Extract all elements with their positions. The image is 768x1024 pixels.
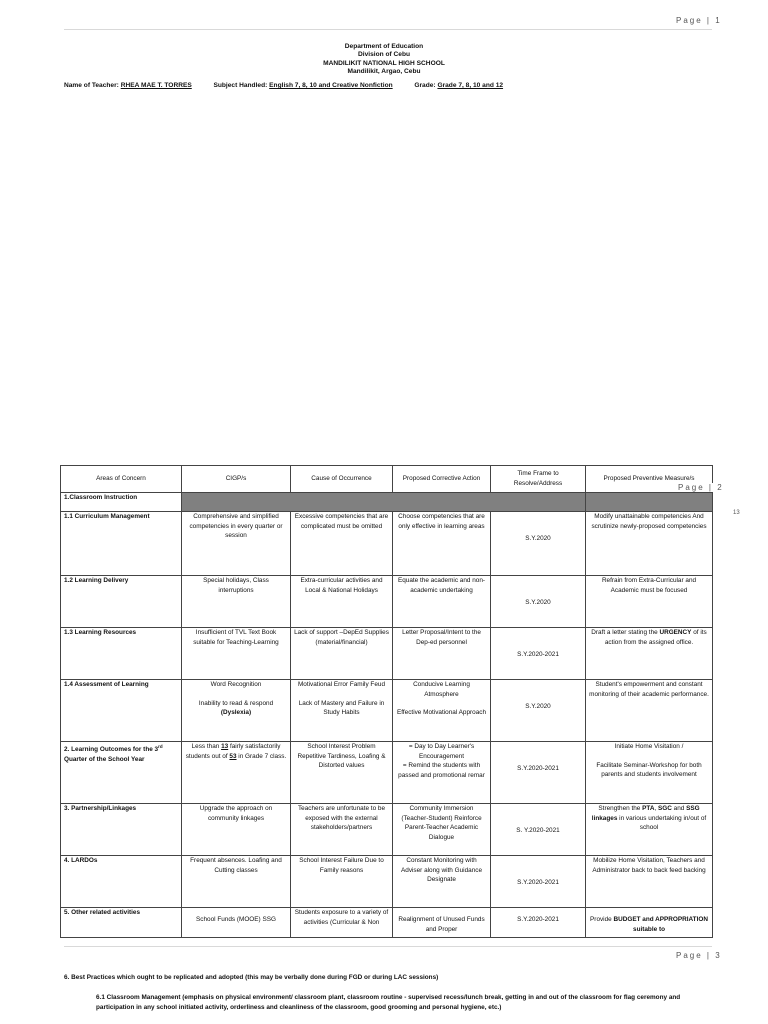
- table-row: [61, 856, 713, 908]
- cigp-cell: Upgrade the approach on community linkages: [182, 804, 291, 856]
- cigp-cell: Frequent absences. Loafing and Cutting classes: [182, 856, 291, 908]
- cause-cell: Teachers are unfortunate to be exposed with the external stakeholders/partners: [291, 804, 393, 856]
- area-cell: 2. Learning Outcomes for the 3rd Quarter of the School Year: [61, 742, 182, 804]
- table-row: [61, 493, 713, 512]
- page-3-rule: [64, 946, 712, 947]
- measure-cell: Draft a letter stating the URGENCY of its action from the assigned office.: [586, 628, 713, 680]
- col-header-action: Proposed Corrective Action: [393, 466, 491, 493]
- measure-cell: Mobilize Home Visitation, Teachers and Administrator back to back feed backing: [586, 856, 713, 908]
- time-cell: S.Y.2020: [491, 680, 586, 742]
- teacher-name-label: Name of Teacher:: [64, 82, 119, 89]
- teacher-info: [64, 82, 503, 89]
- page-number-1: Page | 1: [676, 16, 722, 25]
- header-address: Mandilikit, Argao, Cebu: [347, 68, 421, 76]
- time-cell: S.Y.2020-2021: [491, 742, 586, 804]
- classroom-management-item: 6.1 Classroom Management (emphasis on physical environment/ classroom plant, classroom routine - supervised recess/lunch break, getting in and out of the classroom for flag ceremony and participation in any school initiated activity, orderliness and cleanliness of the classroom, good grooming and personal hygiene, etc.): [96, 994, 681, 1011]
- cigp-cell: Special holidays, Class interruptions: [182, 576, 291, 628]
- area-cell: 1.Classroom Instruction: [61, 493, 182, 512]
- header-division: Division of Cebu: [357, 51, 411, 59]
- area-cell: 4. LARDOs: [61, 856, 182, 908]
- col-header-measure: Proposed Preventive Measure/s: [586, 466, 713, 493]
- col-header-cause: Cause of Occurrence: [291, 466, 393, 493]
- table-row: [61, 576, 713, 628]
- action-cell: Community Immersion (Teacher-Student) Reinforce Parent-Teacher Academic Dialogue: [393, 804, 491, 856]
- time-cell: S.Y.2020-2021: [491, 628, 586, 680]
- action-cell: Realignment of Unused Funds and Proper: [393, 908, 491, 938]
- area-cell: 1.1 Curriculum Management: [61, 512, 182, 576]
- area-cell: 1.2 Learning Delivery: [61, 576, 182, 628]
- col-header-areas: Areas of Concern: [61, 466, 182, 493]
- concerns-table: [60, 465, 713, 938]
- col-header-time: Time Frame to Resolve/Address: [491, 466, 586, 493]
- side-page-number: 13: [733, 510, 740, 516]
- cigp-cell: School Funds (MOOE) SSG: [182, 908, 291, 938]
- measure-cell: Refrain from Extra-Curricular and Academic must be focused: [586, 576, 713, 628]
- action-cell: Conducive Learning Atmosphere Effective Motivational Approach: [393, 680, 491, 742]
- table-row: [61, 628, 713, 680]
- time-cell: S.Y.2020-2021: [491, 908, 586, 938]
- action-cell: Choose competencies that are only effective in learning areas: [393, 512, 491, 576]
- measure-cell: Strengthen the PTA, SGC and SSG linkages in various undertaking in/out of school: [586, 804, 713, 856]
- area-cell: 1.4 Assessment of Learning: [61, 680, 182, 742]
- cause-cell: Motivational Error Family Feud Lack of Mastery and Failure in Study Habits: [291, 680, 393, 742]
- subject-handled: English 7, 8, 10 and Creative Nonfiction: [269, 82, 393, 89]
- time-cell: S.Y.2020: [491, 512, 586, 576]
- header-department: Department of Education: [344, 43, 424, 50]
- cause-cell: School Interest Problem Repetitive Tardiness, Loafing & Distorted values: [291, 742, 393, 804]
- cigp-cell: Less than 13 fairly satisfactorily students out of 53 in Grade 7 class.: [182, 742, 291, 804]
- best-practices-heading: 6. Best Practices which ought to be replicated and adopted (this may be verbally done during FGD or during LAC sessions): [64, 974, 439, 981]
- table-header-row: [61, 466, 713, 493]
- table-row: [61, 804, 713, 856]
- page-number-2: Page | 2: [678, 483, 724, 492]
- measure-cell: Initiate Home Visitation / Facilitate Seminar-Workshop for both parents and students involvement: [586, 742, 713, 804]
- action-cell: Constant Monitoring with Adviser along with Guidance Designate: [393, 856, 491, 908]
- table-row: [61, 742, 713, 804]
- cause-cell: Excessive competencies that are complicated must be omitted: [291, 512, 393, 576]
- section-shading: [182, 493, 586, 512]
- action-cell: Letter Proposal/Intent to the Dep-ed personnel: [393, 628, 491, 680]
- action-cell: Equate the academic and non-academic undertaking: [393, 576, 491, 628]
- action-cell: = Day to Day Learner's Encouragement = Remind the students with passed and promotional remar: [393, 742, 491, 804]
- document-header: [0, 43, 768, 77]
- measure-cell: Modify unattainable competencies And scrutinize newly-proposed competencies: [586, 512, 713, 576]
- cigp-cell: Insufficient of TVL Text Book suitable for Teaching-Learning: [182, 628, 291, 680]
- section-shading: [586, 493, 713, 512]
- header-rule: [64, 29, 712, 30]
- cause-cell: School Interest Failure Due to Family reasons: [291, 856, 393, 908]
- col-header-cigp: CIGP/s: [182, 466, 291, 493]
- teacher-name: RHEA MAE T. TORRES: [120, 82, 192, 89]
- measure-cell: Provide BUDGET and APPROPRIATION suitable to: [586, 908, 713, 938]
- area-cell: 1.3 Learning Resources: [61, 628, 182, 680]
- measure-cell: Student's empowerment and constant monitoring of their academic performance.: [586, 680, 713, 742]
- time-cell: S.Y.2020-2021: [491, 856, 586, 908]
- cigp-cell: Comprehensive and simplified competencies in every quarter or session: [182, 512, 291, 576]
- time-cell: S.Y.2020: [491, 576, 586, 628]
- area-cell: 3. Partnership/Linkages: [61, 804, 182, 856]
- table-row: [61, 512, 713, 576]
- cause-cell: Students exposure to a variety of activities (Curricular & Non: [291, 908, 393, 938]
- grade-label: Grade:: [414, 82, 436, 89]
- page-number-3: Page | 3: [676, 951, 722, 960]
- header-school: MANDILIKIT NATIONAL HIGH SCHOOL: [323, 59, 445, 67]
- subject-label: Subject Handled:: [213, 82, 268, 89]
- cause-cell: Lack of support –DepEd Supplies (material/financial): [291, 628, 393, 680]
- table-row: [61, 680, 713, 742]
- cigp-cell: Word Recognition Inability to read & respond (Dyslexia): [182, 680, 291, 742]
- grade-value: Grade 7, 8, 10 and 12: [437, 82, 504, 89]
- table-row: [61, 908, 713, 938]
- cause-cell: Extra-curricular activities and Local & National Holidays: [291, 576, 393, 628]
- time-cell: S. Y.2020-2021: [491, 804, 586, 856]
- area-cell: 5. Other related activities: [61, 908, 182, 938]
